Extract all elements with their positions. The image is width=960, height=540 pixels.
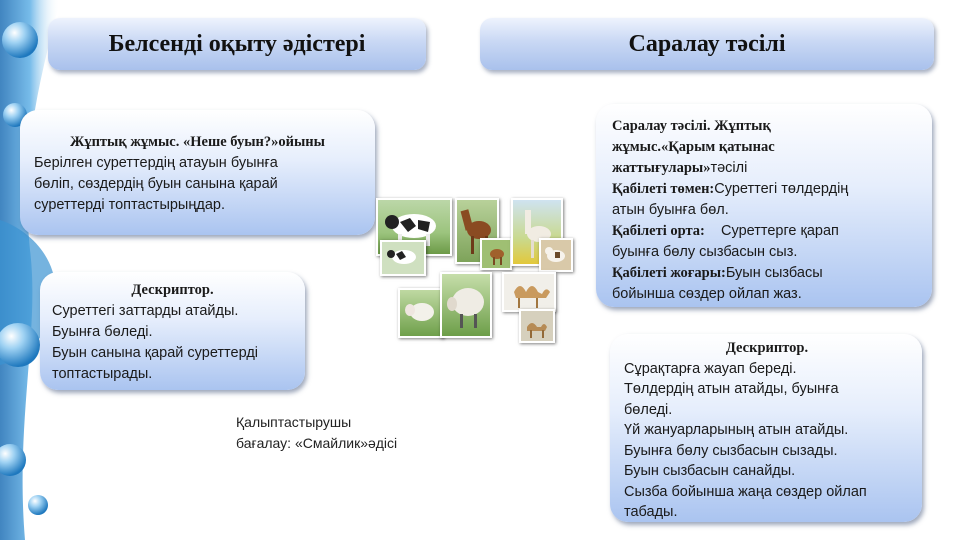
- descriptor-right-line: Төлдердің атын атайды, буынға: [624, 381, 839, 397]
- pair-work-title: Жұптық жұмыс. «Неше буын?»ойыны: [69, 134, 325, 150]
- assessment-line: бағалау: «Смайлик»әдісі: [236, 435, 398, 451]
- descriptor-left-line: Буын санына қарай суреттерді: [52, 345, 258, 361]
- descriptor-left-line: Буынға бөледі.: [52, 324, 153, 340]
- descriptor-left-line: топтастырады.: [52, 366, 153, 382]
- descriptor-right-line: Буын сызбасын санайды.: [624, 463, 796, 479]
- header-active-learning: [48, 18, 426, 70]
- descriptor-right-line: табады.: [624, 504, 678, 520]
- level-low-text-rest: атын буынға бөл.: [612, 202, 729, 218]
- descriptor-left-line: Суреттегі заттарды атайды.: [52, 303, 239, 319]
- differentiation-title-line: жұмыс.«Қарым қатынас: [612, 139, 775, 155]
- descriptor-right-line: Сызба бойынша жаңа сөздер ойлап: [624, 483, 867, 500]
- differentiation-title-line: Саралау тәсілі. Жұптық: [612, 118, 771, 134]
- level-mid-label: Қабілеті орта:: [612, 223, 705, 239]
- pair-work-line: бөліп, сөздердің буын санына қарай: [34, 176, 278, 192]
- level-mid-text: Суреттерге қарап: [704, 223, 839, 239]
- descriptor-right-line: Сұрақтарға жауап береді.: [624, 360, 797, 377]
- camel-photo: [502, 272, 556, 312]
- pair-work-line: суреттерді топтастырыңдар.: [34, 197, 225, 213]
- level-high-label: Қабілеті жоғары:: [612, 265, 726, 281]
- level-low-text: Суреттегі төлдердің: [714, 181, 849, 197]
- pair-work-line: Берілген суреттердің атауын буынға: [34, 155, 278, 171]
- descriptor-left-title: Дескриптор.: [131, 282, 214, 298]
- lamb-photo: [398, 288, 444, 338]
- foal-photo: [480, 238, 512, 270]
- header-active-learning-text: Белсенді оқыту әдістері: [108, 30, 366, 57]
- differentiation-box: [596, 104, 932, 307]
- assessment-line: Қалыптастырушы: [236, 414, 352, 430]
- header-differentiation-text: Саралау тәсілі: [628, 30, 786, 57]
- level-mid-text-rest: буынға бөлу сызбасын сыз.: [612, 244, 798, 260]
- pair-work-box: [20, 110, 375, 235]
- water-drops-background: [0, 0, 120, 540]
- sheep-photo: [440, 272, 492, 338]
- assessment-text: [236, 412, 397, 454]
- differentiation-title-suffix: тәсілі: [710, 160, 748, 176]
- goat-kid-photo: [539, 238, 573, 272]
- level-high-text: Буын сызбасы: [725, 265, 823, 281]
- camel-calf-photo: [519, 309, 555, 343]
- descriptor-left-box: [40, 272, 305, 390]
- descriptor-right-title: Дескриптор.: [725, 340, 809, 356]
- header-differentiation: [480, 18, 934, 70]
- descriptor-right-line: бөледі.: [624, 401, 673, 418]
- descriptor-right-line: Буынға бөлу сызбасын сызады.: [624, 442, 838, 459]
- level-high-text-rest: бойынша сөздер ойлап жаз.: [612, 286, 802, 302]
- differentiation-title-line: жаттығулары»: [612, 160, 711, 176]
- descriptor-right-box: [610, 334, 922, 522]
- level-low-label: Қабілеті төмен:: [612, 181, 715, 197]
- calf-photo: [380, 240, 426, 276]
- descriptor-right-line: Үй жануарларының атын атайды.: [624, 422, 849, 438]
